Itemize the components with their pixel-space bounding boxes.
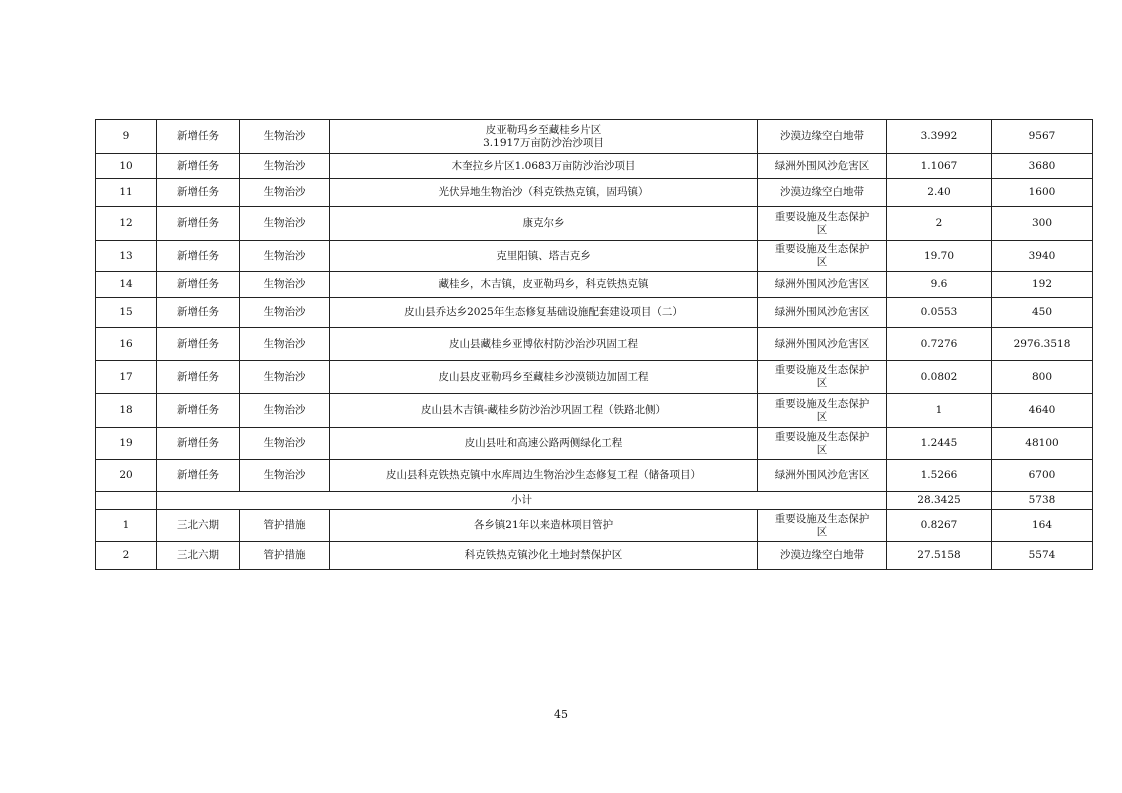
area-cell: 3.3992 — [887, 120, 992, 154]
row-number-cell: 1 — [96, 510, 157, 542]
table-row — [96, 272, 1093, 298]
task-type-cell: 新增任务 — [157, 272, 240, 298]
project-table-body — [96, 120, 1093, 570]
zone-cell: 绿洲外围风沙危害区 — [758, 460, 887, 492]
category-cell: 生物治沙 — [240, 460, 330, 492]
table-row — [96, 120, 1093, 154]
zone-cell: 重要设施及生态保护 区 — [758, 510, 887, 542]
category-cell: 管护措施 — [240, 542, 330, 570]
task-type-cell: 三北六期 — [157, 542, 240, 570]
row-number-cell: 16 — [96, 328, 157, 361]
row-number-cell: 20 — [96, 460, 157, 492]
task-type-cell: 新增任务 — [157, 460, 240, 492]
category-cell: 生物治沙 — [240, 179, 330, 207]
subtotal-investment: 5738 — [992, 492, 1093, 510]
category-cell: 生物治沙 — [240, 394, 330, 428]
zone-cell: 重要设施及生态保护 区 — [758, 428, 887, 460]
area-cell: 27.5158 — [887, 542, 992, 570]
zone-cell: 绿洲外围风沙危害区 — [758, 298, 887, 328]
category-cell: 生物治沙 — [240, 120, 330, 154]
investment-cell: 2976.3518 — [992, 328, 1093, 361]
investment-cell: 192 — [992, 272, 1093, 298]
task-type-cell: 新增任务 — [157, 207, 240, 241]
project-name-cell: 皮亚勒玛乡至藏桂乡片区 3.1917万亩防沙治沙项目 — [330, 120, 758, 154]
subtotal-row — [96, 492, 1093, 510]
project-name-cell: 各乡镇21年以来造林项目管护 — [330, 510, 758, 542]
row-number-cell: 10 — [96, 154, 157, 179]
table-row — [96, 510, 1093, 542]
subtotal-area: 28.3425 — [887, 492, 992, 510]
zone-cell: 绿洲外围风沙危害区 — [758, 272, 887, 298]
project-name-cell: 克里阳镇、塔吉克乡 — [330, 241, 758, 272]
table-row — [96, 394, 1093, 428]
investment-cell: 800 — [992, 361, 1093, 394]
task-type-cell: 新增任务 — [157, 394, 240, 428]
category-cell: 生物治沙 — [240, 298, 330, 328]
investment-cell: 9567 — [992, 120, 1093, 154]
task-type-cell: 新增任务 — [157, 179, 240, 207]
table-row — [96, 241, 1093, 272]
area-cell: 0.0802 — [887, 361, 992, 394]
investment-cell: 3680 — [992, 154, 1093, 179]
row-number-cell: 14 — [96, 272, 157, 298]
zone-cell: 沙漠边缘空白地带 — [758, 179, 887, 207]
category-cell: 生物治沙 — [240, 241, 330, 272]
area-cell: 2 — [887, 207, 992, 241]
area-cell: 19.70 — [887, 241, 992, 272]
project-name-cell: 皮山县乔达乡2025年生态修复基础设施配套建设项目（二） — [330, 298, 758, 328]
table-row — [96, 207, 1093, 241]
zone-cell: 重要设施及生态保护 区 — [758, 394, 887, 428]
table-row — [96, 298, 1093, 328]
task-type-cell: 新增任务 — [157, 428, 240, 460]
project-name-cell: 光伏异地生物治沙（科克铁热克镇，固玛镇） — [330, 179, 758, 207]
project-table — [95, 119, 1093, 570]
investment-cell: 5574 — [992, 542, 1093, 570]
investment-cell: 300 — [992, 207, 1093, 241]
row-number-cell: 17 — [96, 361, 157, 394]
project-name-cell: 皮山县皮亚勒玛乡至藏桂乡沙漠锁边加固工程 — [330, 361, 758, 394]
row-number-cell: 13 — [96, 241, 157, 272]
category-cell: 生物治沙 — [240, 272, 330, 298]
row-number-cell: 12 — [96, 207, 157, 241]
task-type-cell: 新增任务 — [157, 154, 240, 179]
row-number-cell: 19 — [96, 428, 157, 460]
zone-cell: 重要设施及生态保护 区 — [758, 241, 887, 272]
task-type-cell: 新增任务 — [157, 361, 240, 394]
zone-cell: 沙漠边缘空白地带 — [758, 542, 887, 570]
task-type-cell: 新增任务 — [157, 120, 240, 154]
project-name-cell: 皮山县藏桂乡亚博依村防沙治沙巩固工程 — [330, 328, 758, 361]
project-name-cell: 木奎拉乡片区1.0683万亩防沙治沙项目 — [330, 154, 758, 179]
area-cell: 1.2445 — [887, 428, 992, 460]
area-cell: 1.5266 — [887, 460, 992, 492]
table-row — [96, 542, 1093, 570]
project-name-cell: 藏桂乡，木吉镇，皮亚勒玛乡，科克铁热克镇 — [330, 272, 758, 298]
task-type-cell: 新增任务 — [157, 328, 240, 361]
investment-cell: 1600 — [992, 179, 1093, 207]
row-number-cell: 18 — [96, 394, 157, 428]
project-name-cell: 皮山县科克铁热克镇中水库周边生物治沙生态修复工程（储备项目） — [330, 460, 758, 492]
task-type-cell: 新增任务 — [157, 298, 240, 328]
zone-cell: 重要设施及生态保护 区 — [758, 361, 887, 394]
area-cell: 0.8267 — [887, 510, 992, 542]
table-row — [96, 460, 1093, 492]
investment-cell: 3940 — [992, 241, 1093, 272]
row-number-cell: 9 — [96, 120, 157, 154]
row-number-cell: 2 — [96, 542, 157, 570]
category-cell: 管护措施 — [240, 510, 330, 542]
task-type-cell: 新增任务 — [157, 241, 240, 272]
table-row — [96, 179, 1093, 207]
subtotal-empty-cell — [96, 492, 157, 510]
task-type-cell: 三北六期 — [157, 510, 240, 542]
project-name-cell: 康克尔乡 — [330, 207, 758, 241]
investment-cell: 48100 — [992, 428, 1093, 460]
zone-cell: 重要设施及生态保护 区 — [758, 207, 887, 241]
area-cell: 0.7276 — [887, 328, 992, 361]
investment-cell: 164 — [992, 510, 1093, 542]
area-cell: 2.40 — [887, 179, 992, 207]
zone-cell: 绿洲外围风沙危害区 — [758, 154, 887, 179]
table-row — [96, 428, 1093, 460]
area-cell: 0.0553 — [887, 298, 992, 328]
area-cell: 1 — [887, 394, 992, 428]
category-cell: 生物治沙 — [240, 154, 330, 179]
investment-cell: 6700 — [992, 460, 1093, 492]
zone-cell: 沙漠边缘空白地带 — [758, 120, 887, 154]
category-cell: 生物治沙 — [240, 428, 330, 460]
project-name-cell: 皮山县吐和高速公路两侧绿化工程 — [330, 428, 758, 460]
project-name-cell: 科克铁热克镇沙化土地封禁保护区 — [330, 542, 758, 570]
zone-cell: 绿洲外围风沙危害区 — [758, 328, 887, 361]
category-cell: 生物治沙 — [240, 328, 330, 361]
table-row — [96, 154, 1093, 179]
category-cell: 生物治沙 — [240, 361, 330, 394]
investment-cell: 4640 — [992, 394, 1093, 428]
category-cell: 生物治沙 — [240, 207, 330, 241]
row-number-cell: 15 — [96, 298, 157, 328]
row-number-cell: 11 — [96, 179, 157, 207]
area-cell: 1.1067 — [887, 154, 992, 179]
area-cell: 9.6 — [887, 272, 992, 298]
table-row — [96, 328, 1093, 361]
subtotal-label: 小计 — [157, 492, 887, 510]
project-name-cell: 皮山县木吉镇-藏桂乡防沙治沙巩固工程（铁路北侧） — [330, 394, 758, 428]
page-number: 45 — [554, 708, 568, 721]
investment-cell: 450 — [992, 298, 1093, 328]
table-row — [96, 361, 1093, 394]
